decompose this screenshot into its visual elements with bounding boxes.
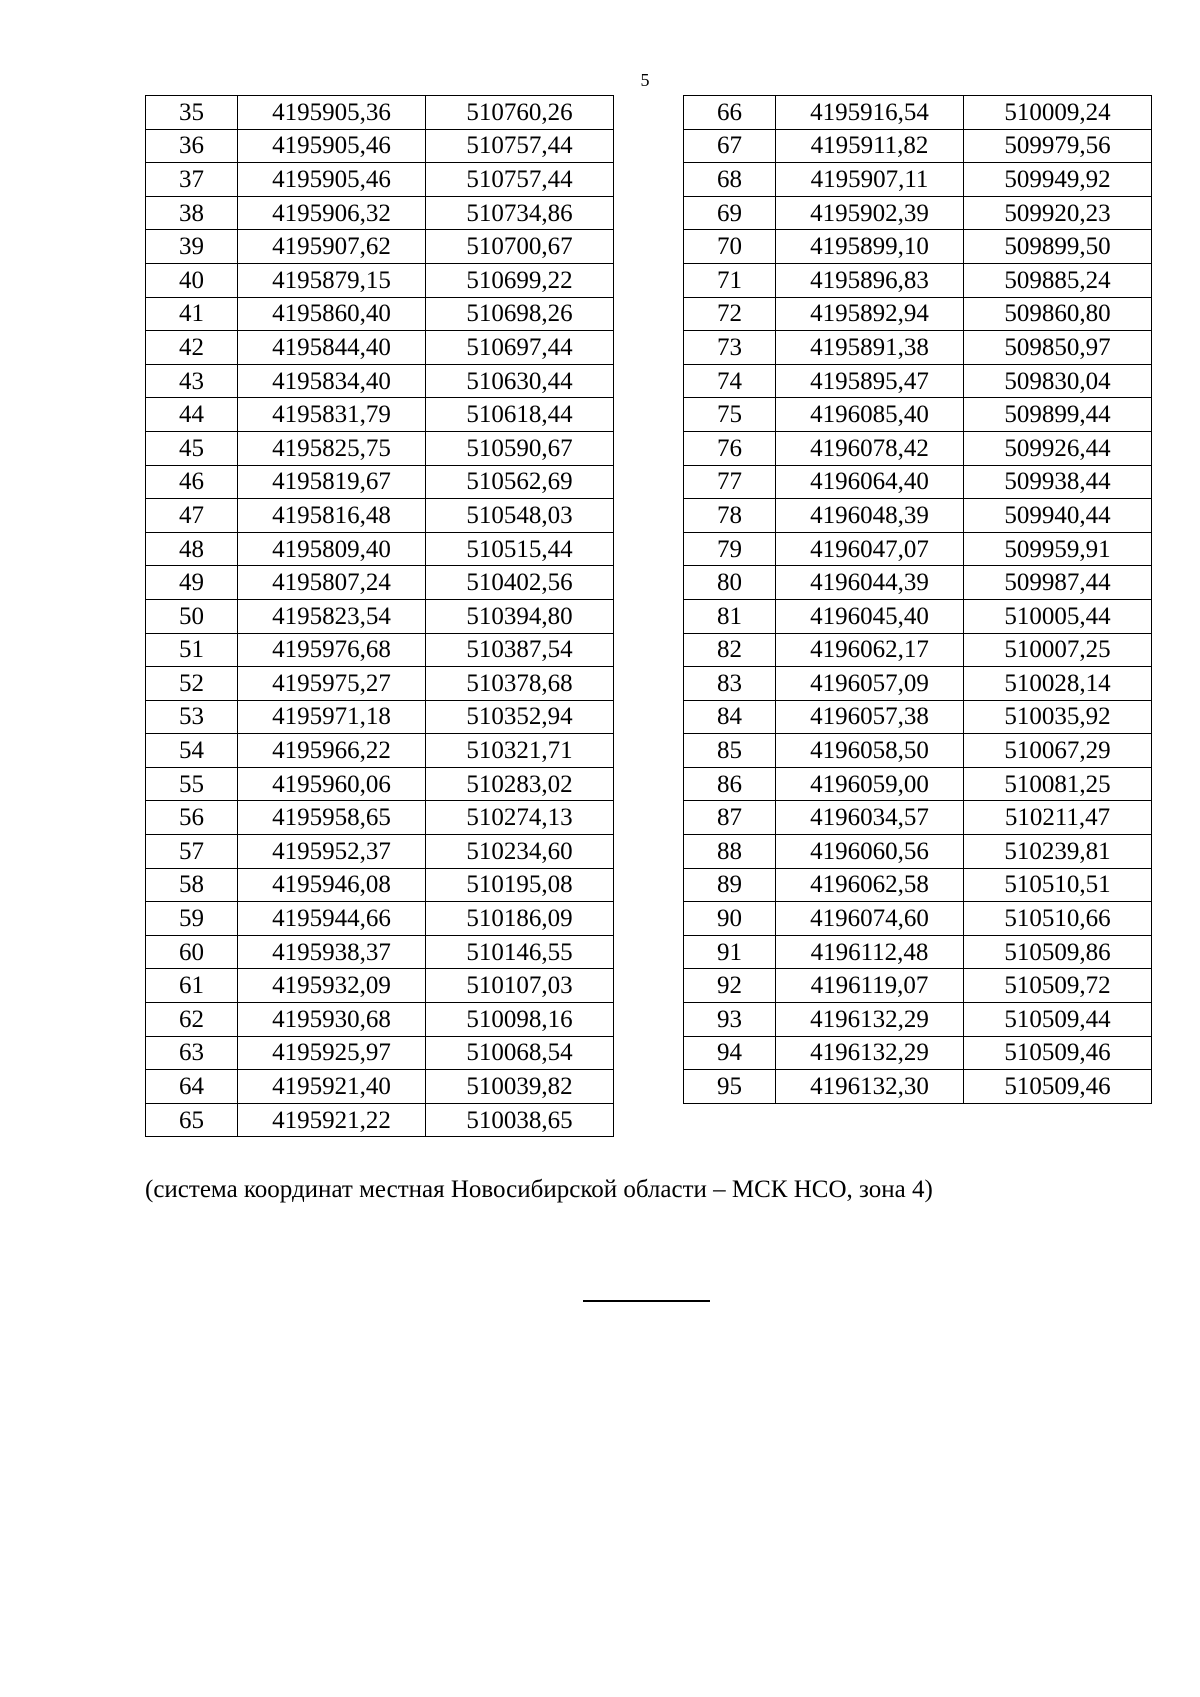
point-number-cell: 48 (146, 532, 238, 566)
table-row (684, 767, 1152, 801)
point-number-cell: 74 (684, 364, 776, 398)
x-coordinate-cell: 4196060,56 (776, 835, 964, 869)
x-coordinate-cell: 4195831,79 (238, 398, 426, 432)
y-coordinate-cell: 510402,56 (426, 566, 614, 600)
y-coordinate-cell: 510146,55 (426, 935, 614, 969)
table-row (146, 398, 614, 432)
x-coordinate-cell: 4196059,00 (776, 767, 964, 801)
x-coordinate-cell: 4196085,40 (776, 398, 964, 432)
table-row (684, 835, 1152, 869)
point-number-cell: 46 (146, 465, 238, 499)
x-coordinate-cell: 4196078,42 (776, 431, 964, 465)
table-row (146, 935, 614, 969)
x-coordinate-cell: 4195809,40 (238, 532, 426, 566)
table-row (684, 566, 1152, 600)
point-number-cell: 86 (684, 767, 776, 801)
point-number-cell: 77 (684, 465, 776, 499)
y-coordinate-cell: 510618,44 (426, 398, 614, 432)
table-row (684, 969, 1152, 1003)
y-coordinate-cell: 509899,50 (964, 230, 1152, 264)
x-coordinate-cell: 4195925,97 (238, 1036, 426, 1070)
point-number-cell: 63 (146, 1036, 238, 1070)
point-number-cell: 93 (684, 1003, 776, 1037)
point-number-cell: 45 (146, 431, 238, 465)
point-number-cell: 37 (146, 163, 238, 197)
table-row (684, 129, 1152, 163)
y-coordinate-cell: 509920,23 (964, 196, 1152, 230)
x-coordinate-cell: 4195921,22 (238, 1103, 426, 1137)
point-number-cell: 55 (146, 767, 238, 801)
point-number-cell: 36 (146, 129, 238, 163)
point-number-cell: 49 (146, 566, 238, 600)
x-coordinate-cell: 4195816,48 (238, 499, 426, 533)
point-number-cell: 69 (684, 196, 776, 230)
y-coordinate-cell: 510352,94 (426, 700, 614, 734)
point-number-cell: 87 (684, 801, 776, 835)
x-coordinate-cell: 4195911,82 (776, 129, 964, 163)
x-coordinate-cell: 4195906,32 (238, 196, 426, 230)
x-coordinate-cell: 4196132,30 (776, 1070, 964, 1104)
table-row (684, 398, 1152, 432)
point-number-cell: 43 (146, 364, 238, 398)
x-coordinate-cell: 4195807,24 (238, 566, 426, 600)
x-coordinate-cell: 4195819,67 (238, 465, 426, 499)
point-number-cell: 70 (684, 230, 776, 264)
table-row (146, 700, 614, 734)
x-coordinate-cell: 4196058,50 (776, 734, 964, 768)
table-row (684, 868, 1152, 902)
y-coordinate-cell: 510699,22 (426, 263, 614, 297)
point-number-cell: 64 (146, 1070, 238, 1104)
table-row (146, 230, 614, 264)
y-coordinate-cell: 509850,97 (964, 331, 1152, 365)
point-number-cell: 73 (684, 331, 776, 365)
point-number-cell: 78 (684, 499, 776, 533)
point-number-cell: 44 (146, 398, 238, 432)
y-coordinate-cell: 510028,14 (964, 667, 1152, 701)
table-row (146, 1003, 614, 1037)
point-number-cell: 88 (684, 835, 776, 869)
point-number-cell: 68 (684, 163, 776, 197)
x-coordinate-cell: 4195844,40 (238, 331, 426, 365)
table-row (684, 633, 1152, 667)
y-coordinate-cell: 510509,46 (964, 1070, 1152, 1104)
y-coordinate-cell: 510700,67 (426, 230, 614, 264)
table-row (146, 868, 614, 902)
x-coordinate-cell: 4196045,40 (776, 599, 964, 633)
x-coordinate-cell: 4196044,39 (776, 566, 964, 600)
y-coordinate-cell: 510067,29 (964, 734, 1152, 768)
y-coordinate-cell: 510007,25 (964, 633, 1152, 667)
point-number-cell: 80 (684, 566, 776, 600)
table-row (684, 499, 1152, 533)
table-row (146, 163, 614, 197)
point-number-cell: 79 (684, 532, 776, 566)
point-number-cell: 92 (684, 969, 776, 1003)
x-coordinate-cell: 4195860,40 (238, 297, 426, 331)
table-row (684, 599, 1152, 633)
x-coordinate-cell: 4195946,08 (238, 868, 426, 902)
x-coordinate-cell: 4195921,40 (238, 1070, 426, 1104)
y-coordinate-cell: 510009,24 (964, 96, 1152, 130)
x-coordinate-cell: 4195916,54 (776, 96, 964, 130)
y-coordinate-cell: 510378,68 (426, 667, 614, 701)
page-number: 5 (640, 70, 650, 90)
y-coordinate-cell: 509940,44 (964, 499, 1152, 533)
table-row (146, 835, 614, 869)
table-row (146, 196, 614, 230)
point-number-cell: 95 (684, 1070, 776, 1104)
y-coordinate-cell: 510509,46 (964, 1036, 1152, 1070)
table-row (684, 532, 1152, 566)
point-number-cell: 91 (684, 935, 776, 969)
x-coordinate-cell: 4196132,29 (776, 1036, 964, 1070)
x-coordinate-cell: 4195834,40 (238, 364, 426, 398)
x-coordinate-cell: 4195966,22 (238, 734, 426, 768)
y-coordinate-cell: 510038,65 (426, 1103, 614, 1137)
x-coordinate-cell: 4195932,09 (238, 969, 426, 1003)
y-coordinate-cell: 510039,82 (426, 1070, 614, 1104)
y-coordinate-cell: 510321,71 (426, 734, 614, 768)
y-coordinate-cell: 510509,44 (964, 1003, 1152, 1037)
x-coordinate-cell: 4195825,75 (238, 431, 426, 465)
table-row (684, 263, 1152, 297)
table-row (684, 297, 1152, 331)
coordinate-system-note: (система координат местная Новосибирской области – МСК НСО, зона 4) (145, 1176, 933, 1203)
coordinates-table-right-body (684, 96, 1152, 1104)
y-coordinate-cell: 510509,72 (964, 969, 1152, 1003)
x-coordinate-cell: 4196057,09 (776, 667, 964, 701)
y-coordinate-cell: 510509,86 (964, 935, 1152, 969)
x-coordinate-cell: 4195902,39 (776, 196, 964, 230)
x-coordinate-cell: 4196062,58 (776, 868, 964, 902)
x-coordinate-cell: 4196034,57 (776, 801, 964, 835)
table-row (146, 532, 614, 566)
y-coordinate-cell: 510186,09 (426, 902, 614, 936)
y-coordinate-cell: 510562,69 (426, 465, 614, 499)
table-row (146, 297, 614, 331)
table-row (684, 196, 1152, 230)
point-number-cell: 67 (684, 129, 776, 163)
table-row (146, 633, 614, 667)
table-row (146, 599, 614, 633)
table-row (684, 902, 1152, 936)
y-coordinate-cell: 510387,54 (426, 633, 614, 667)
x-coordinate-cell: 4195879,15 (238, 263, 426, 297)
table-row (684, 163, 1152, 197)
point-number-cell: 53 (146, 700, 238, 734)
table-row (146, 734, 614, 768)
x-coordinate-cell: 4195905,46 (238, 129, 426, 163)
y-coordinate-cell: 510757,44 (426, 129, 614, 163)
point-number-cell: 85 (684, 734, 776, 768)
x-coordinate-cell: 4195891,38 (776, 331, 964, 365)
y-coordinate-cell: 509860,80 (964, 297, 1152, 331)
point-number-cell: 41 (146, 297, 238, 331)
table-row (684, 1003, 1152, 1037)
point-number-cell: 39 (146, 230, 238, 264)
point-number-cell: 56 (146, 801, 238, 835)
x-coordinate-cell: 4195960,06 (238, 767, 426, 801)
coordinates-table-left (145, 95, 614, 1137)
table-row (146, 902, 614, 936)
x-coordinate-cell: 4195976,68 (238, 633, 426, 667)
table-row (146, 129, 614, 163)
x-coordinate-cell: 4196057,38 (776, 700, 964, 734)
point-number-cell: 38 (146, 196, 238, 230)
y-coordinate-cell: 510697,44 (426, 331, 614, 365)
table-row (146, 969, 614, 1003)
point-number-cell: 58 (146, 868, 238, 902)
x-coordinate-cell: 4196048,39 (776, 499, 964, 533)
table-row (684, 465, 1152, 499)
point-number-cell: 59 (146, 902, 238, 936)
x-coordinate-cell: 4196047,07 (776, 532, 964, 566)
y-coordinate-cell: 510068,54 (426, 1036, 614, 1070)
y-coordinate-cell: 510035,92 (964, 700, 1152, 734)
coordinates-table-right (683, 95, 1152, 1104)
y-coordinate-cell: 510548,03 (426, 499, 614, 533)
x-coordinate-cell: 4195823,54 (238, 599, 426, 633)
point-number-cell: 82 (684, 633, 776, 667)
table-row (146, 364, 614, 398)
y-coordinate-cell: 510283,02 (426, 767, 614, 801)
table-row (684, 700, 1152, 734)
point-number-cell: 54 (146, 734, 238, 768)
table-row (684, 364, 1152, 398)
point-number-cell: 60 (146, 935, 238, 969)
point-number-cell: 89 (684, 868, 776, 902)
x-coordinate-cell: 4195907,62 (238, 230, 426, 264)
table-row (684, 431, 1152, 465)
y-coordinate-cell: 510510,51 (964, 868, 1152, 902)
y-coordinate-cell: 510234,60 (426, 835, 614, 869)
y-coordinate-cell: 510394,80 (426, 599, 614, 633)
table-row (146, 431, 614, 465)
table-row (146, 1070, 614, 1104)
y-coordinate-cell: 509949,92 (964, 163, 1152, 197)
x-coordinate-cell: 4196112,48 (776, 935, 964, 969)
x-coordinate-cell: 4195938,37 (238, 935, 426, 969)
x-coordinate-cell: 4195899,10 (776, 230, 964, 264)
x-coordinate-cell: 4195952,37 (238, 835, 426, 869)
table-row (146, 331, 614, 365)
table-row (684, 96, 1152, 130)
y-coordinate-cell: 510239,81 (964, 835, 1152, 869)
y-coordinate-cell: 509938,44 (964, 465, 1152, 499)
point-number-cell: 51 (146, 633, 238, 667)
table-row (146, 1103, 614, 1137)
x-coordinate-cell: 4195930,68 (238, 1003, 426, 1037)
y-coordinate-cell: 510211,47 (964, 801, 1152, 835)
table-row (146, 667, 614, 701)
point-number-cell: 52 (146, 667, 238, 701)
point-number-cell: 57 (146, 835, 238, 869)
table-row (146, 96, 614, 130)
table-row (684, 1036, 1152, 1070)
x-coordinate-cell: 4196074,60 (776, 902, 964, 936)
table-row (684, 1070, 1152, 1104)
y-coordinate-cell: 510760,26 (426, 96, 614, 130)
table-row (146, 566, 614, 600)
x-coordinate-cell: 4195944,66 (238, 902, 426, 936)
table-row (684, 331, 1152, 365)
y-coordinate-cell: 510734,86 (426, 196, 614, 230)
point-number-cell: 81 (684, 599, 776, 633)
point-number-cell: 65 (146, 1103, 238, 1137)
point-number-cell: 50 (146, 599, 238, 633)
x-coordinate-cell: 4195896,83 (776, 263, 964, 297)
y-coordinate-cell: 509899,44 (964, 398, 1152, 432)
y-coordinate-cell: 509885,24 (964, 263, 1152, 297)
point-number-cell: 42 (146, 331, 238, 365)
y-coordinate-cell: 509926,44 (964, 431, 1152, 465)
point-number-cell: 94 (684, 1036, 776, 1070)
point-number-cell: 84 (684, 700, 776, 734)
x-coordinate-cell: 4195892,94 (776, 297, 964, 331)
table-row (146, 801, 614, 835)
y-coordinate-cell: 510757,44 (426, 163, 614, 197)
y-coordinate-cell: 510274,13 (426, 801, 614, 835)
y-coordinate-cell: 509959,91 (964, 532, 1152, 566)
point-number-cell: 71 (684, 263, 776, 297)
point-number-cell: 75 (684, 398, 776, 432)
y-coordinate-cell: 510698,26 (426, 297, 614, 331)
point-number-cell: 40 (146, 263, 238, 297)
y-coordinate-cell: 510195,08 (426, 868, 614, 902)
point-number-cell: 47 (146, 499, 238, 533)
y-coordinate-cell: 510515,44 (426, 532, 614, 566)
point-number-cell: 66 (684, 96, 776, 130)
x-coordinate-cell: 4196064,40 (776, 465, 964, 499)
y-coordinate-cell: 510107,03 (426, 969, 614, 1003)
y-coordinate-cell: 510081,25 (964, 767, 1152, 801)
y-coordinate-cell: 509987,44 (964, 566, 1152, 600)
x-coordinate-cell: 4195971,18 (238, 700, 426, 734)
y-coordinate-cell: 510098,16 (426, 1003, 614, 1037)
end-divider-line (583, 1300, 710, 1302)
x-coordinate-cell: 4195905,46 (238, 163, 426, 197)
table-row (684, 230, 1152, 264)
point-number-cell: 35 (146, 96, 238, 130)
y-coordinate-cell: 510590,67 (426, 431, 614, 465)
y-coordinate-cell: 510005,44 (964, 599, 1152, 633)
table-row (146, 465, 614, 499)
x-coordinate-cell: 4195905,36 (238, 96, 426, 130)
table-row (146, 263, 614, 297)
x-coordinate-cell: 4195975,27 (238, 667, 426, 701)
x-coordinate-cell: 4196132,29 (776, 1003, 964, 1037)
y-coordinate-cell: 510630,44 (426, 364, 614, 398)
point-number-cell: 61 (146, 969, 238, 1003)
x-coordinate-cell: 4196062,17 (776, 633, 964, 667)
point-number-cell: 62 (146, 1003, 238, 1037)
coordinates-table-left-body (146, 96, 614, 1137)
point-number-cell: 72 (684, 297, 776, 331)
x-coordinate-cell: 4196119,07 (776, 969, 964, 1003)
x-coordinate-cell: 4195907,11 (776, 163, 964, 197)
y-coordinate-cell: 509830,04 (964, 364, 1152, 398)
point-number-cell: 90 (684, 902, 776, 936)
table-row (684, 801, 1152, 835)
table-row (146, 499, 614, 533)
table-row (146, 767, 614, 801)
x-coordinate-cell: 4195958,65 (238, 801, 426, 835)
y-coordinate-cell: 510510,66 (964, 902, 1152, 936)
table-row (684, 935, 1152, 969)
point-number-cell: 76 (684, 431, 776, 465)
table-row (684, 667, 1152, 701)
x-coordinate-cell: 4195895,47 (776, 364, 964, 398)
point-number-cell: 83 (684, 667, 776, 701)
y-coordinate-cell: 509979,56 (964, 129, 1152, 163)
table-row (684, 734, 1152, 768)
table-row (146, 1036, 614, 1070)
